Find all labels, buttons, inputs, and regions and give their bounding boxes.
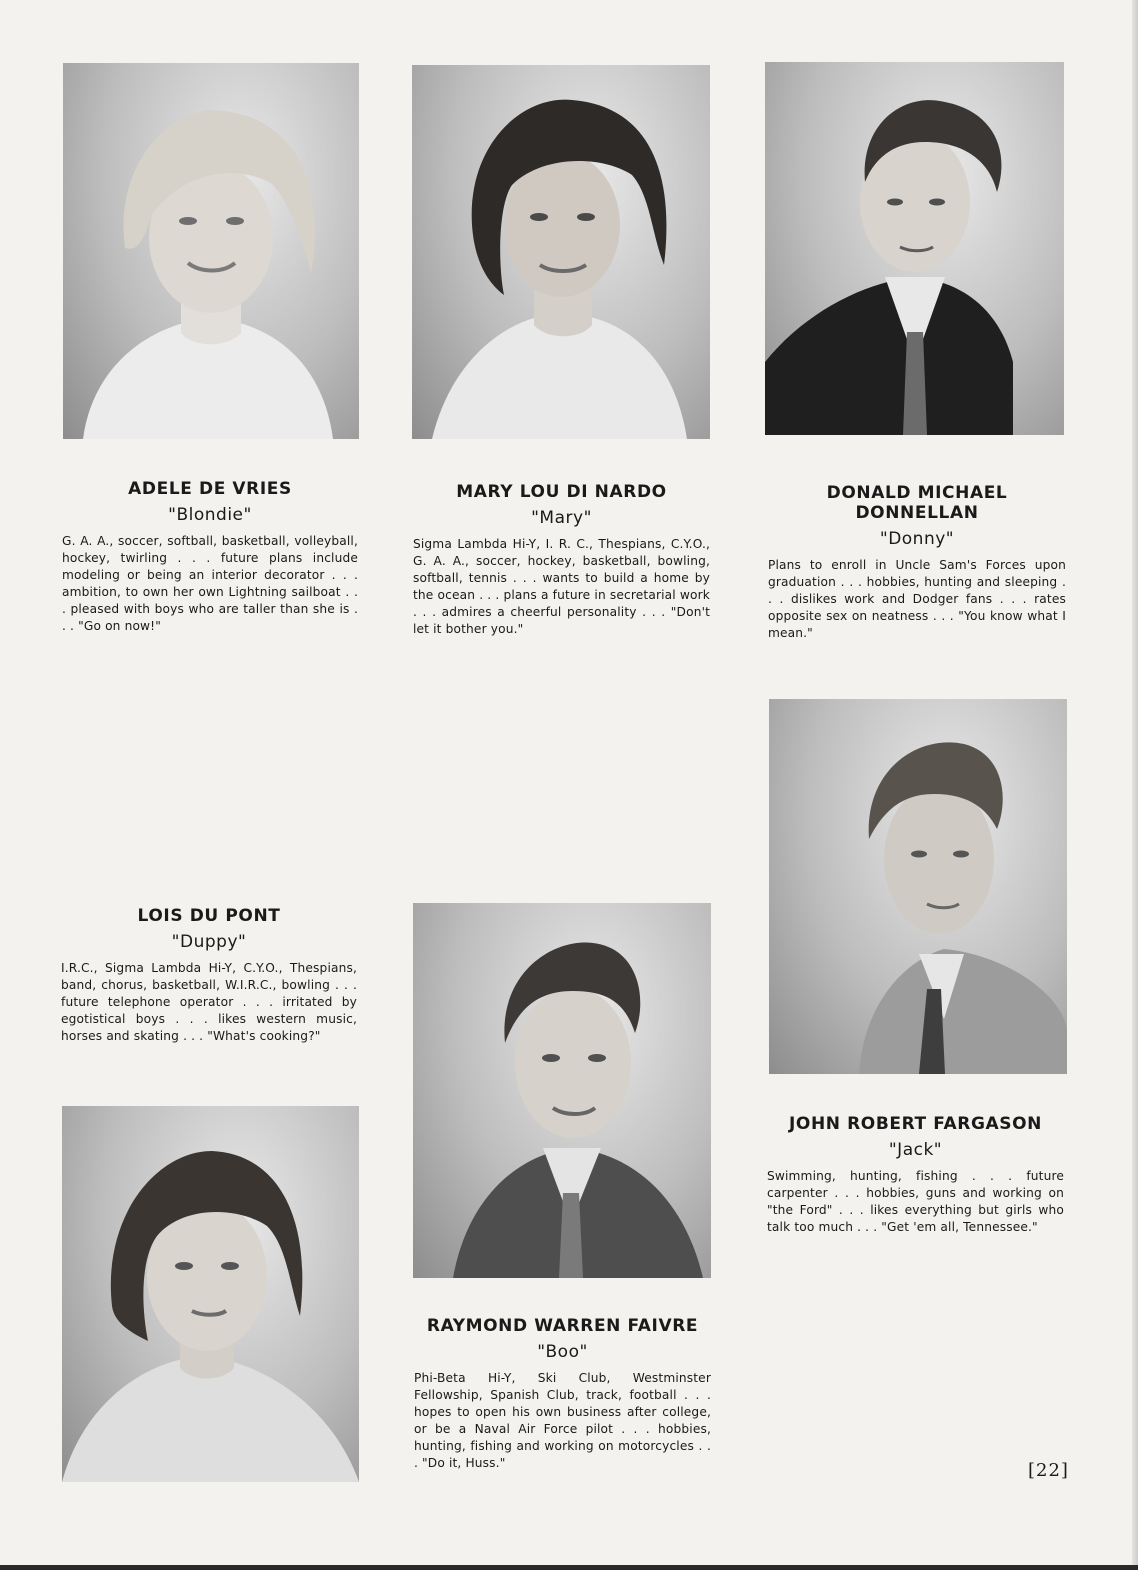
portrait-photo-adele-de-vries xyxy=(63,63,359,439)
student-bio: I.R.C., Sigma Lambda Hi-Y, C.Y.O., Thespians, band, chorus, basketball, W.I.R.C., bowling . . . future telephone operator . . . irritated by egotistical boys . . . likes western music, horses and skating . . . "What's cooking?" xyxy=(61,961,357,1043)
page-number: [22] xyxy=(1028,1460,1069,1481)
student-nickname: "Duppy" xyxy=(171,932,247,952)
student-name: JOHN ROBERT FARGASON xyxy=(788,1114,1043,1134)
student-bio: Swimming, hunting, fishing . . . future carpenter . . . hobbies, guns and working on "the Ford" . . . likes everything but girls who talk too much . . . "Get 'em all, Tennessee." xyxy=(767,1169,1064,1234)
student-bio: G. A. A., soccer, softball, basketball, volleyball, hockey, twirling . . . future plans include modeling or being an interior decorator . . . ambition, to own her own Lightning sailboat . . . pleased with boys who are taller than she is . . . "Go on now!" xyxy=(62,534,358,633)
student-entry xyxy=(62,479,358,635)
student-name: MARY LOU DI NARDO xyxy=(456,482,667,502)
student-name: RAYMOND WARREN FAIVRE xyxy=(426,1316,699,1336)
student-bio: Sigma Lambda Hi-Y, I. R. C., Thespians, C.Y.O., G. A. A., soccer, hockey, basketball, bowling, softball, tennis . . . wants to build a home by the ocean . . . plans a future in secretarial work . . . admires a cheerful personality . . . "Don't let it bother you." xyxy=(413,537,710,636)
student-name: LOIS DU PONT xyxy=(137,906,281,926)
portrait-photo-john-robert-fargason xyxy=(769,699,1067,1074)
student-nickname: "Boo" xyxy=(537,1342,588,1362)
student-name: ADELE DE VRIES xyxy=(128,479,292,499)
portrait-photo-donald-michael-donnellan xyxy=(765,62,1064,435)
page-bottom-edge xyxy=(0,1565,1138,1570)
student-entry xyxy=(767,1114,1064,1236)
student-nickname: "Jack" xyxy=(888,1140,943,1160)
student-entry xyxy=(413,482,710,638)
student-entry xyxy=(414,1316,711,1472)
student-entry xyxy=(61,906,357,1045)
portrait-photo-raymond-warren-faivre xyxy=(413,903,711,1278)
student-nickname: "Mary" xyxy=(531,508,592,528)
student-nickname: "Donny" xyxy=(879,529,955,549)
student-bio: Plans to enroll in Uncle Sam's Forces upon graduation . . . hobbies, hunting and sleeping . . . dislikes work and Dodger fans . . . rates opposite sex on neatness . . . "You know what I mean." xyxy=(768,558,1066,640)
portrait-photo-lois-du-pont xyxy=(62,1106,359,1482)
student-bio: Phi-Beta Hi-Y, Ski Club, Westminster Fellowship, Spanish Club, track, football . . . hopes to open his own business after college, or be a Naval Air Force pilot . . . hobbies, hunting, fishing and working on motorcycles . . . "Do it, Huss." xyxy=(414,1371,711,1470)
student-entry xyxy=(768,483,1066,642)
portrait-photo-mary-lou-di-nardo xyxy=(412,65,710,439)
student-nickname: "Blondie" xyxy=(168,505,252,525)
student-name: DONALD MICHAEL DONNELLAN xyxy=(826,483,1008,523)
page-edge xyxy=(1132,0,1138,1570)
